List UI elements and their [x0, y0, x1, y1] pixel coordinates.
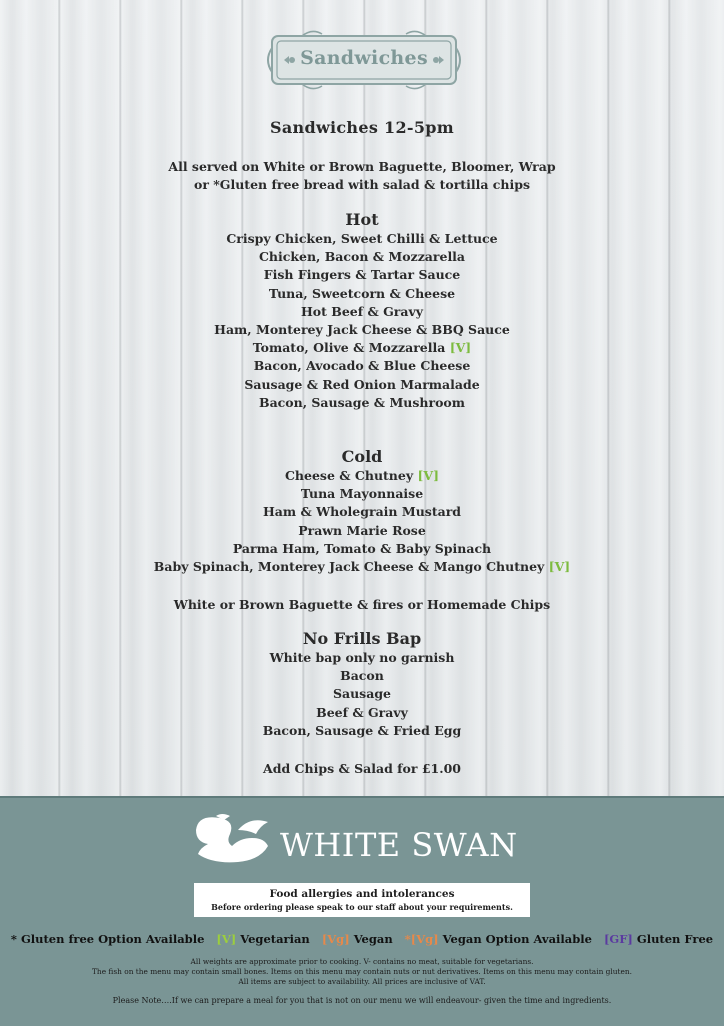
cold-extra: White or Brown Baguette & fires or Homemade Chips [173, 597, 551, 612]
menu-item: Bacon, Sausage & Mushroom [259, 394, 465, 410]
addon-text: Add Chips & Salad for £1.00 [263, 761, 461, 776]
menu-item: Bacon [340, 668, 384, 684]
no-frills-heading: No Frills Bap [302, 629, 422, 648]
menu-item: Bacon, Avocado & Blue Cheese [253, 358, 471, 374]
menu-item: Ham, Monterey Jack Cheese & BBQ Sauce [214, 322, 510, 338]
menu-item: Crispy Chicken, Sweet Chilli & Lettuce [226, 231, 498, 246]
fine-print-line: The fish on the menu may contain small bones. Items on this menu may contain nuts or nut derivatives. Items on this menu may contain gluten. [92, 967, 632, 976]
legend-vgo-tag: *[Vg] [404, 932, 439, 946]
menu-item: Sausage [332, 686, 392, 702]
menu-item: Tomato, Olive & Mozzarella [V] [252, 340, 472, 356]
section-banner [262, 28, 466, 92]
menu-item: Chicken, Bacon & Mozzarella [258, 249, 466, 265]
legend-vg-label: Vegan [353, 932, 393, 946]
no-frills-section [0, 629, 724, 740]
vegetarian-tag: [V] [548, 559, 571, 575]
menu-item: White bap only no garnish [269, 650, 455, 665]
legend-gluten-free-option: * Gluten free Option Available [10, 932, 205, 946]
hot-heading: Hot [345, 210, 379, 229]
banner-label: Sandwiches [300, 47, 428, 69]
menu-item: Prawn Marie Rose [298, 522, 426, 538]
fine-print-line: All items are subject to availability. All prices are inclusive of VAT. [238, 977, 486, 986]
page-title: Sandwiches 12-5pm [270, 118, 454, 137]
menu-item: Parma Ham, Tomato & Baby Spinach [232, 540, 492, 556]
vegetarian-tag: [V] [449, 340, 472, 356]
menu-item: Sausage & Red Onion Marmalade [244, 376, 480, 392]
allergy-notice [194, 883, 530, 917]
menu-item: Baby Spinach, Monterey Jack Cheese & Mango Chutney [V] [153, 559, 571, 575]
fine-print-line: All weights are approximate prior to cooking. V- contains no meat, suitable for vegetarians. [190, 957, 534, 966]
menu-item: Ham & Wholegrain Mustard [262, 504, 462, 520]
intro-line-1: All served on White or Brown Baguette, Bloomer, Wrap [168, 159, 556, 174]
menu-item: Cheese & Chutney [V] [284, 468, 439, 483]
legend-gf-tag: [GF] [603, 932, 633, 946]
hot-section [0, 210, 724, 412]
brand-name: WHITE SWAN [280, 826, 518, 864]
menu-item: Bacon, Sausage & Fried Egg [262, 722, 462, 738]
legend-vg-tag: [Vg] [321, 932, 350, 946]
legend-gf-label: Gluten Free [636, 932, 714, 946]
intro-text [0, 158, 724, 194]
cold-heading: Cold [341, 447, 383, 466]
allergy-title: Food allergies and intolerances [269, 888, 455, 900]
menu-item: Hot Beef & Gravy [301, 303, 423, 319]
vegetarian-tag: [V] [417, 468, 439, 483]
intro-line-2: or *Gluten free bread with salad & tortilla chips [193, 177, 530, 192]
menu-item: Tuna Mayonnaise [300, 486, 424, 502]
cold-section [0, 447, 724, 576]
diet-legend [0, 932, 724, 946]
legend-vgo-label: Vegan Option Available [442, 932, 592, 946]
menu-item: Tuna, Sweetcorn & Cheese [268, 285, 456, 301]
footer-note: Please Note….If we can prepare a meal for you that is not on our menu we will endeavour- given the time and ingredients. [112, 996, 612, 1005]
legend-v-label: Vegetarian [240, 932, 310, 946]
menu-item: Fish Fingers & Tartar Sauce [263, 267, 461, 283]
fine-print [0, 957, 724, 987]
legend-v-tag: [V] [216, 932, 237, 946]
allergy-subtitle: Before ordering please speak to our staff about your requirements. [211, 902, 513, 912]
menu-item: Beef & Gravy [316, 704, 408, 720]
